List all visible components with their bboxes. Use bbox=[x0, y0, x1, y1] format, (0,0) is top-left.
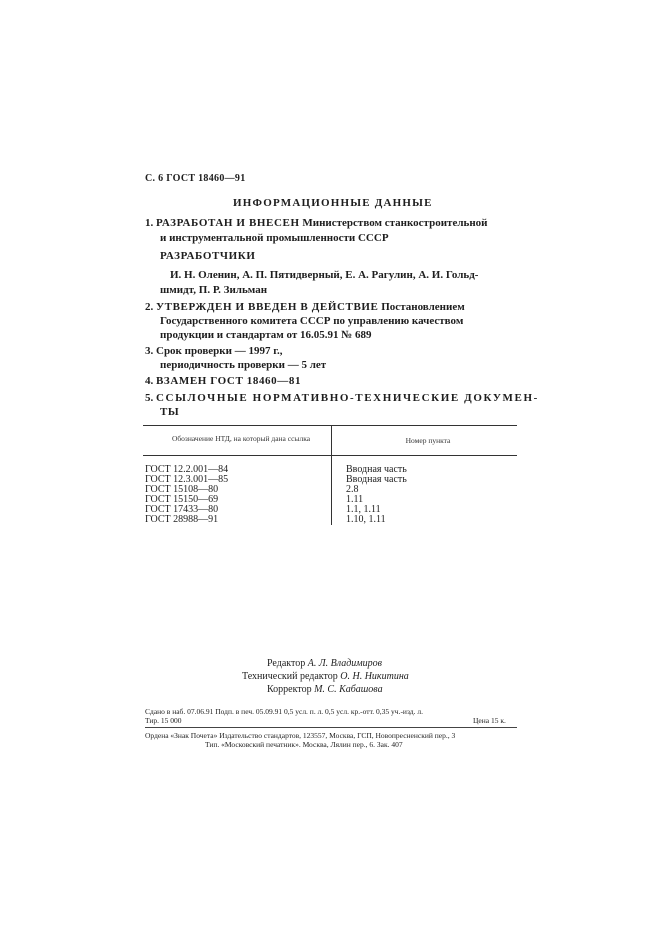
imprint-line-1: Сдано в наб. 07.06.91 Подп. в печ. 05.09.91 0,5 усл. п. л. 0,5 усл. кр.-отт. 0,35 уч.-изд. л. bbox=[145, 707, 423, 716]
item-text: Срок проверки — 1997 г., bbox=[156, 345, 283, 357]
item-2-line-2: Государственного комитета СССР по управлению качеством bbox=[160, 315, 464, 327]
imprint-rule bbox=[145, 727, 517, 728]
item-5-line-2: ТЫ bbox=[160, 406, 180, 418]
reference-table bbox=[143, 425, 517, 525]
item-number: 3. bbox=[145, 345, 154, 357]
developers-line-2: шмидт, П. Р. Зильман bbox=[160, 284, 268, 296]
item-caption: ССЫЛОЧНЫЕ НОРМАТИВНО-ТЕХНИЧЕСКИЕ ДОКУМЕН- bbox=[156, 392, 539, 404]
imprint-publisher: Ордена «Знак Почета» Издательство стандартов, 123557, Москва, ГСП, Новопресненский пер., 3 bbox=[145, 731, 456, 740]
credit-role: Редактор bbox=[267, 658, 306, 669]
item-number: 2. bbox=[145, 301, 154, 313]
item-5 bbox=[145, 391, 539, 406]
developers-caption: РАЗРАБОТЧИКИ bbox=[160, 250, 256, 262]
table-row-doc: ГОСТ 12.3.001—85 bbox=[145, 474, 229, 485]
item-2-line-3: продукции и стандартам от 16.05.91 № 689 bbox=[160, 329, 372, 341]
item-number: 1. bbox=[145, 217, 154, 229]
item-caption: УТВЕРЖДЕН И ВВЕДЕН В ДЕЙСТВИЕ bbox=[156, 301, 379, 313]
table-row-doc: ГОСТ 17433—80 bbox=[145, 504, 219, 515]
table-row-doc: ГОСТ 12.2.001—84 bbox=[145, 464, 229, 475]
item-4 bbox=[145, 374, 301, 389]
item-text: Министерством станкостроительной bbox=[302, 217, 488, 229]
table-header-clause: Номер пункта bbox=[405, 436, 451, 445]
item-3-line-2: периодичность проверки — 5 лет bbox=[160, 359, 327, 371]
table-row-clause: 1.10, 1.11 bbox=[346, 514, 386, 525]
credit-name: А. Л. Владимиров bbox=[307, 658, 382, 669]
developers-line-1: И. Н. Оленин, А. П. Пятидверный, Е. А. Рагулин, А. И. Гольд- bbox=[170, 269, 479, 281]
section-title: ИНФОРМАЦИОННЫЕ ДАННЫЕ bbox=[233, 197, 433, 209]
item-caption: РАЗРАБОТАН И ВНЕСЕН bbox=[156, 217, 300, 229]
credit-editor bbox=[267, 657, 382, 670]
credit-name: М. С. Кабашова bbox=[314, 684, 383, 695]
imprint-circulation: Тир. 15 000 bbox=[145, 716, 182, 725]
table-row-clause: 1.1, 1.11 bbox=[346, 504, 381, 515]
page-header: С. 6 ГОСТ 18460—91 bbox=[145, 173, 246, 184]
item-1-line-2: и инструментальной промышленности СССР bbox=[160, 232, 389, 244]
credit-name: О. Н. Никитина bbox=[340, 671, 409, 682]
table-row-clause: Вводная часть bbox=[346, 474, 407, 485]
table-top-rule bbox=[143, 425, 517, 426]
table-row-clause: 2.8 bbox=[346, 484, 359, 495]
credit-tech-editor bbox=[242, 670, 409, 683]
item-2 bbox=[145, 300, 465, 315]
credit-proofreader bbox=[267, 683, 383, 696]
table-row-doc: ГОСТ 15150—69 bbox=[145, 494, 219, 505]
table-row-doc: ГОСТ 15108—80 bbox=[145, 484, 219, 495]
table-header-document: Обозначение НТД, на который дана ссылка bbox=[171, 434, 311, 443]
credit-role: Корректор bbox=[267, 684, 312, 695]
item-1 bbox=[145, 216, 488, 231]
table-row-doc: ГОСТ 28988—91 bbox=[145, 514, 219, 525]
table-row-clause: Вводная часть bbox=[346, 464, 407, 475]
imprint-price: Цена 15 к. bbox=[473, 716, 506, 725]
table-header-rule bbox=[143, 455, 517, 456]
table-row-clause: 1.11 bbox=[346, 494, 364, 505]
item-number: 4. bbox=[145, 375, 154, 387]
item-caption: ВЗАМЕН ГОСТ 18460—81 bbox=[156, 375, 302, 387]
item-text: Постановлением bbox=[381, 301, 465, 313]
item-number: 5. bbox=[145, 392, 154, 404]
credit-role: Технический редактор bbox=[242, 671, 338, 682]
item-3 bbox=[145, 344, 282, 359]
imprint-printer: Тип. «Московский печатник». Москва, Лялин пер., 6. Зак. 407 bbox=[205, 740, 403, 749]
table-column-divider bbox=[331, 425, 332, 525]
